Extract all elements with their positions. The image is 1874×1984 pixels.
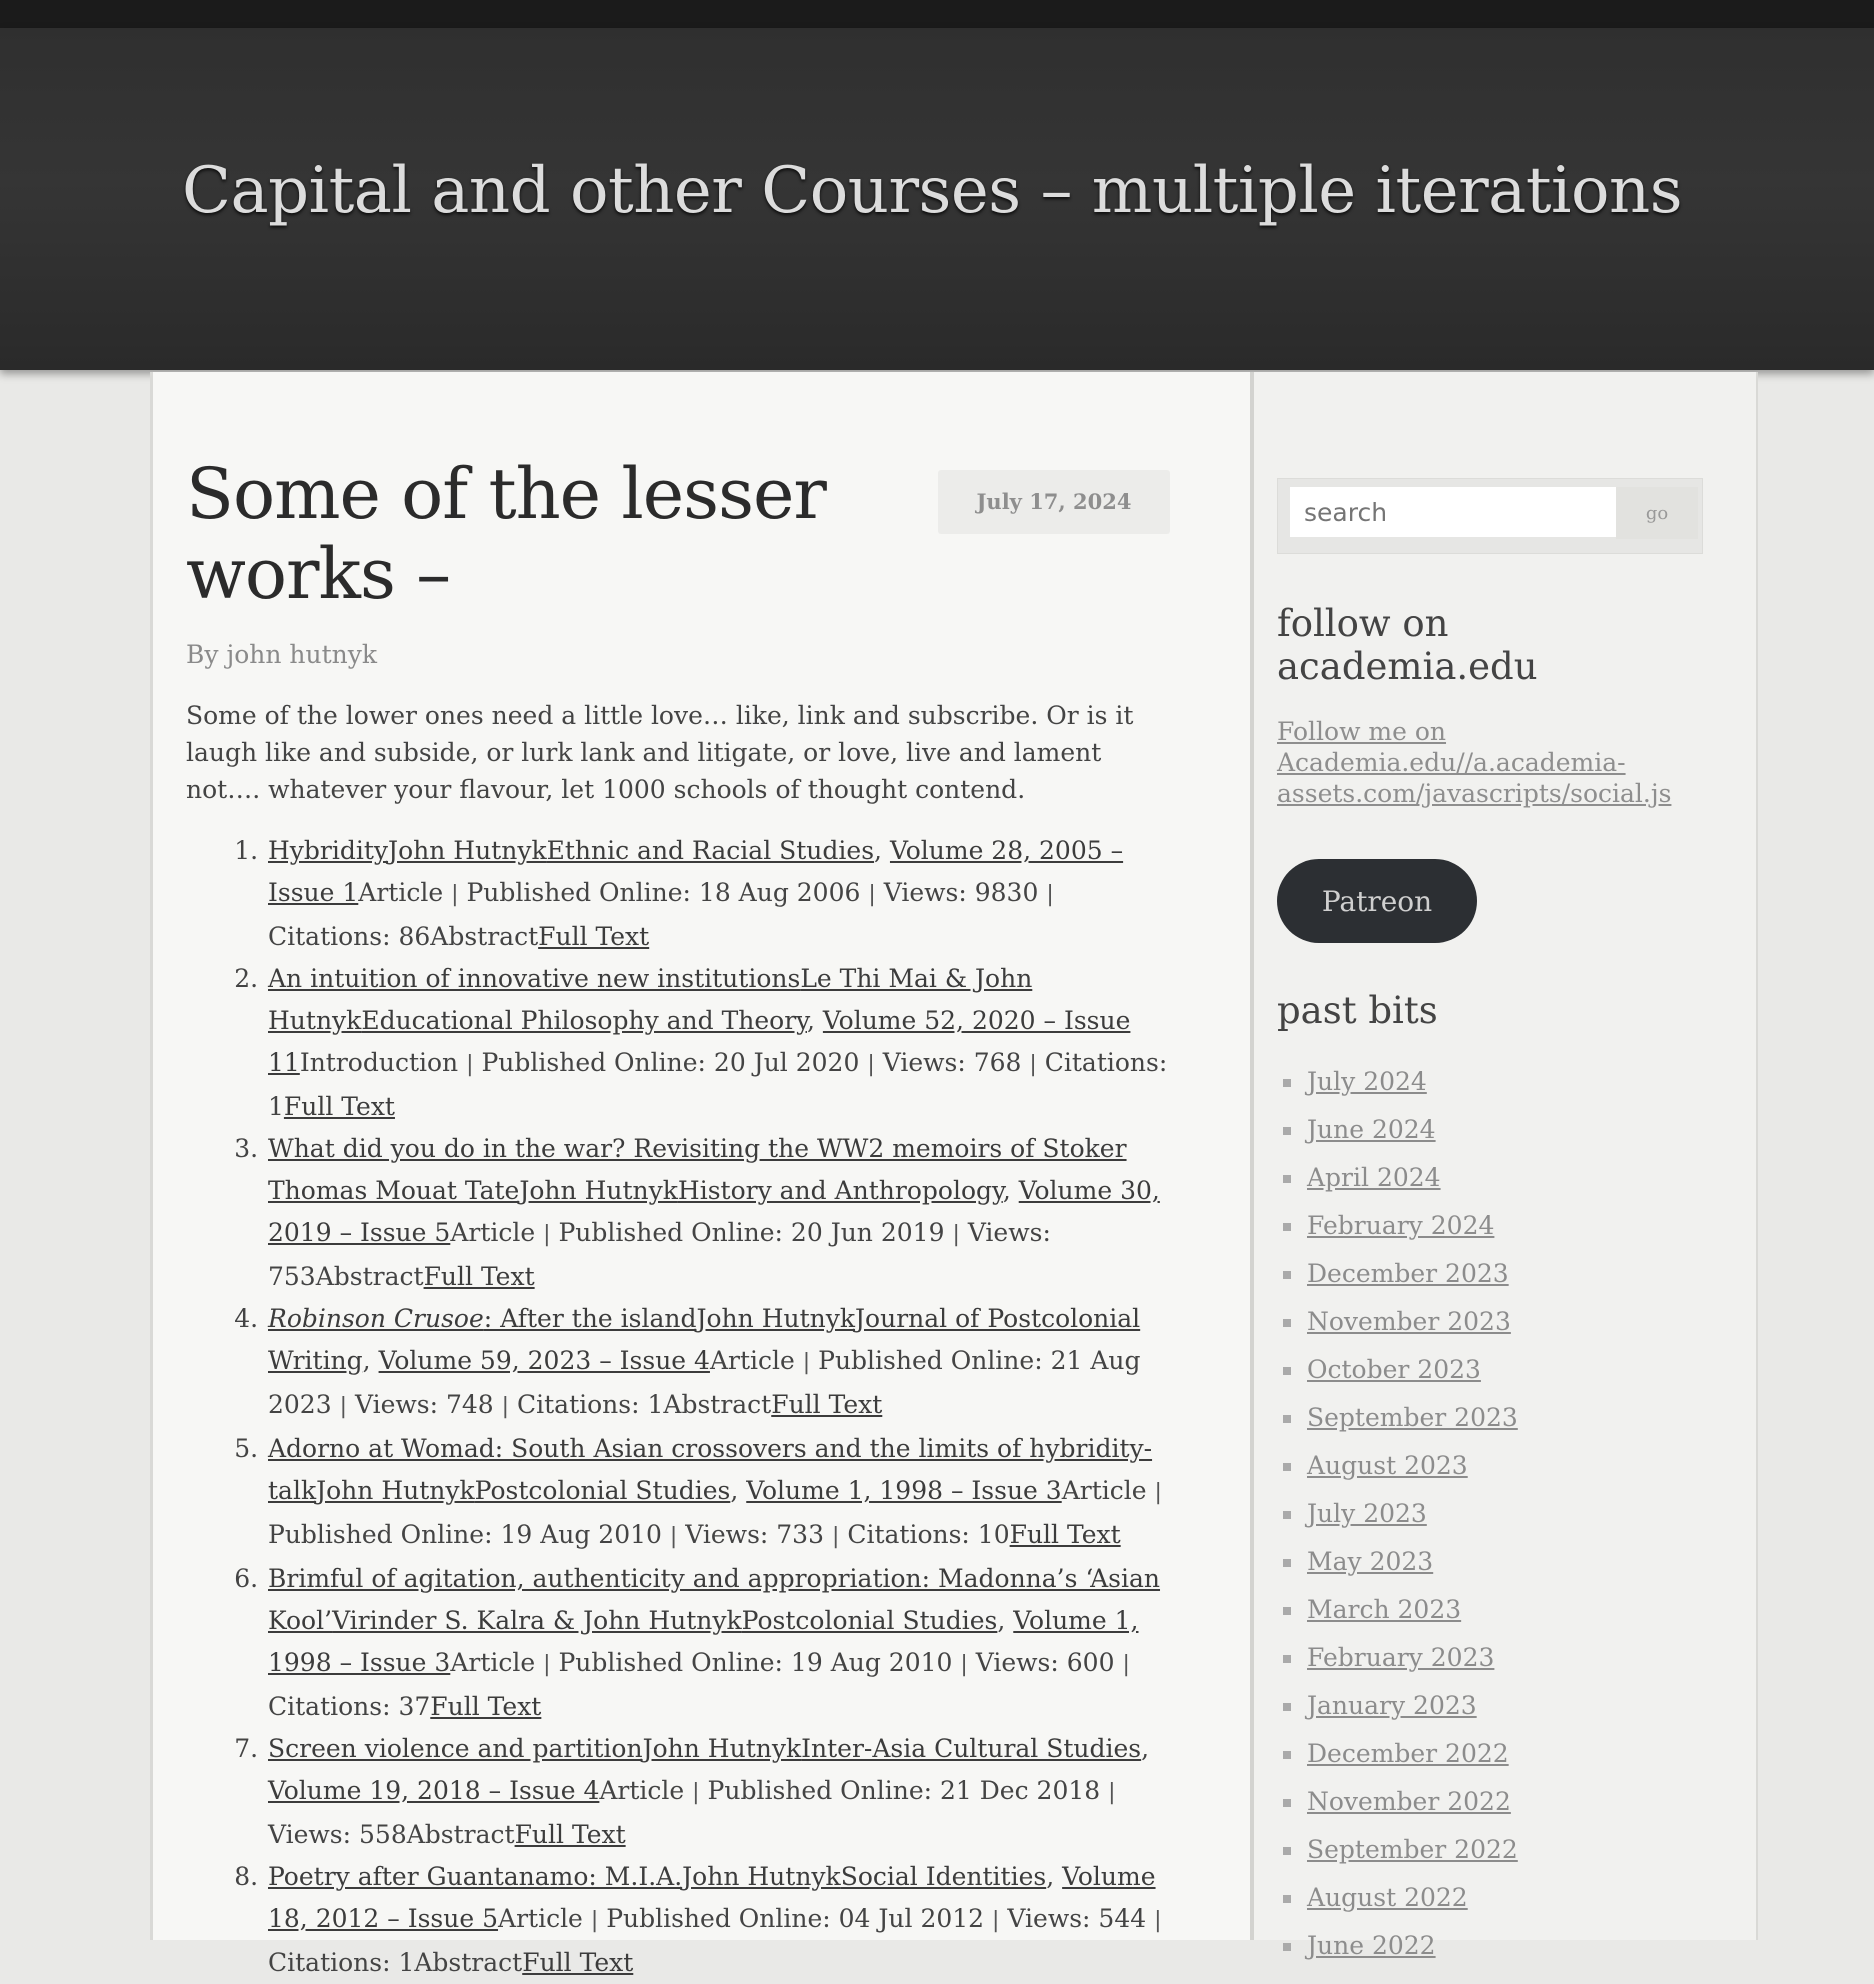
work-volume-link[interactable]: Volume 28, 2005 – Issue 1 — [268, 836, 1124, 907]
separator: | — [1154, 1480, 1162, 1505]
work-journal-link[interactable]: History and Anthropology — [677, 1176, 1003, 1205]
work-published: Published Online: 18 Aug 2006 — [466, 878, 861, 907]
post-title: Some of the lesser works – — [186, 453, 826, 615]
work-abstract[interactable]: Abstract — [406, 1820, 515, 1849]
work-views: Views: 733 — [685, 1520, 824, 1549]
work-journal-link[interactable]: Postcolonial Studies — [474, 1476, 731, 1505]
archive-item — [1277, 1586, 1717, 1634]
archive-item — [1277, 1202, 1717, 1250]
search-form — [1277, 478, 1703, 554]
work-title-link[interactable]: Poetry after Guantanamo: M.I.A. — [268, 1862, 683, 1891]
archive-link[interactable]: September 2022 — [1307, 1835, 1518, 1864]
archive-link[interactable]: September 2023 — [1307, 1403, 1518, 1432]
work-item: 8. Poetry after Guantanamo: M.I.A.John HutnykSocial Identities, Volume 18, 2012 – Issue 5Article | Published Online: 04 Jul 2012 | Views: 544 | Citations: 1AbstractFull Text — [266, 1856, 1172, 1984]
archive-item — [1277, 1442, 1717, 1490]
archive-link[interactable]: June 2024 — [1307, 1115, 1436, 1144]
search-input[interactable] — [1290, 487, 1638, 537]
archive-link[interactable]: December 2022 — [1307, 1739, 1509, 1768]
work-citations: Citations: 10 — [847, 1520, 1010, 1549]
work-views: Views: 748 — [354, 1390, 494, 1419]
work-journal-link[interactable]: Postcolonial Studies — [741, 1606, 998, 1635]
work-title-link[interactable]: What did you do in the war? Revisiting the WW2 memoirs of Stoker Thomas Mouat Tate — [268, 1134, 1127, 1205]
archive-item — [1277, 1106, 1717, 1154]
work-published: Published Online: 21 Dec 2018 — [707, 1776, 1101, 1805]
archive-link[interactable]: November 2023 — [1307, 1307, 1511, 1336]
separator: | — [339, 1394, 347, 1419]
work-fulltext-link[interactable]: Full Text — [1009, 1520, 1121, 1549]
work-title-link[interactable]: Adorno at Womad: South Asian crossovers and the limits of hybridity-talk — [268, 1434, 1153, 1505]
work-authors-link[interactable]: John Hutnyk — [519, 1176, 678, 1205]
work-item: 2. An intuition of innovative new institutionsLe Thi Mai & John HutnykEducational Philosophy and Theory, Volume 52, 2020 – Issue 11Introduction | Published Online: 20 Jul 2020 | Views: 768 | Citations: 1Full Text — [266, 958, 1172, 1128]
separator: | — [1029, 1052, 1037, 1077]
separator: | — [466, 1052, 474, 1077]
archive-link[interactable]: July 2024 — [1307, 1067, 1427, 1096]
post — [186, 454, 1172, 1984]
academia-link[interactable]: Follow me on Academia.edu//a.academia-assets.com/javascripts/social.js — [1277, 717, 1672, 808]
archive-link[interactable]: June 2022 — [1307, 1931, 1436, 1960]
work-volume-link[interactable]: Volume 1, 1998 – Issue 3 — [268, 1606, 1139, 1677]
separator: | — [867, 1052, 875, 1077]
archive-link[interactable]: October 2023 — [1307, 1355, 1481, 1384]
work-published: Published Online: 19 Aug 2010 — [558, 1648, 953, 1677]
archive-link[interactable]: August 2022 — [1307, 1883, 1468, 1912]
patreon-button[interactable]: Patreon — [1277, 859, 1477, 943]
archive-list — [1277, 1058, 1717, 1970]
archive-link[interactable]: February 2024 — [1307, 1211, 1495, 1240]
archive-link[interactable]: May 2023 — [1307, 1547, 1434, 1576]
work-abstract[interactable]: Abstract — [315, 1262, 424, 1291]
work-volume-link[interactable]: Volume 1, 1998 – Issue 3 — [746, 1476, 1062, 1505]
separator: | — [1046, 882, 1054, 907]
separator: | — [501, 1394, 510, 1419]
work-type: Article — [498, 1904, 583, 1933]
archive-item — [1277, 1778, 1717, 1826]
work-volume-link[interactable]: Volume 18, 2012 – Issue 5 — [268, 1862, 1156, 1933]
work-journal-link[interactable]: Inter-Asia Cultural Studies — [801, 1734, 1142, 1763]
work-title-link[interactable]: Screen violence and partition — [268, 1734, 643, 1763]
work-authors-link[interactable]: John Hutnyk — [682, 1862, 841, 1891]
work-abstract[interactable]: Abstract — [414, 1948, 523, 1977]
archive-item — [1277, 1490, 1717, 1538]
sidebar — [1277, 478, 1717, 1970]
work-citations: Citations: 86 — [268, 922, 431, 951]
work-views: Views: 558 — [268, 1820, 407, 1849]
separator: | — [1108, 1780, 1116, 1805]
work-published: Published Online: 20 Jun 2019 — [558, 1218, 945, 1247]
site-header — [0, 28, 1874, 370]
archive-item — [1277, 1730, 1717, 1778]
archive-item — [1277, 1058, 1717, 1106]
work-views: Views: 600 — [975, 1648, 1115, 1677]
work-item: 1. HybridityJohn HutnykEthnic and Racial Studies, Volume 28, 2005 – Issue 1Article | Published Online: 18 Aug 2006 | Views: 9830 | Citations: 86AbstractFull Text — [266, 830, 1172, 958]
archive-link[interactable]: December 2023 — [1307, 1259, 1509, 1288]
separator: | — [669, 1524, 678, 1549]
work-item: 6. Brimful of agitation, authenticity and appropriation: Madonna’s ‘Asian Kool’Virinder S. Kalra & John HutnykPostcolonial Studies, Volume 1, 1998 – Issue 3Article | Published Online: 19 Aug 2010 | Views: 600 | Citations: 37Full Text — [266, 1558, 1172, 1728]
separator: | — [992, 1908, 1000, 1933]
work-views: Views: 544 — [1007, 1904, 1147, 1933]
work-authors-link[interactable]: Le Thi Mai & John Hutnyk — [268, 964, 1033, 1035]
archive-item — [1277, 1346, 1717, 1394]
separator: | — [1122, 1652, 1130, 1677]
separator: | — [590, 1908, 599, 1933]
archive-item — [1277, 1634, 1717, 1682]
work-views: Views: 768 — [882, 1048, 1022, 1077]
work-volume-link[interactable]: Volume 19, 2018 – Issue 4 — [268, 1776, 600, 1805]
work-volume-link[interactable]: Volume 59, 2023 – Issue 4 — [378, 1346, 710, 1375]
archive-item — [1277, 1298, 1717, 1346]
work-type: Article — [709, 1346, 795, 1375]
work-published: Published Online: 04 Jul 2012 — [606, 1904, 985, 1933]
work-title-link[interactable]: An intuition of innovative new institutions — [268, 964, 801, 993]
work-published: Published Online: 21 Aug 2023 — [268, 1346, 1141, 1419]
separator: | — [1154, 1908, 1162, 1933]
work-journal-link[interactable]: Social Identities — [840, 1862, 1047, 1891]
work-volume-link[interactable]: Volume 30, 2019 – Issue 5 — [268, 1176, 1160, 1247]
archive-link[interactable]: April 2024 — [1307, 1163, 1441, 1192]
work-authors-link[interactable]: John Hutnyk — [316, 1476, 475, 1505]
search-go-button[interactable]: go — [1616, 487, 1698, 539]
separator: | — [868, 882, 876, 907]
work-fulltext-link[interactable]: Full Text — [771, 1390, 883, 1419]
post-intro: Some of the lower ones need a little love… like, link and subscribe. Or is it laugh like and subside, or lurk lank and litigate, or love, live and lament not…. whatever your flavour, let 1000 schools of thought contend. — [186, 701, 1134, 804]
separator: | — [802, 1350, 811, 1375]
archive-link[interactable]: March 2023 — [1307, 1595, 1462, 1624]
work-fulltext-link[interactable]: Full Text — [538, 922, 650, 951]
work-type: Article — [450, 1218, 536, 1247]
work-fulltext-link[interactable]: Full Text — [514, 1820, 626, 1849]
work-type: Article — [1061, 1476, 1147, 1505]
archive-item — [1277, 1874, 1717, 1922]
work-journal-link[interactable]: Journal of Postcolonial Writing — [268, 1304, 1141, 1375]
separator: | — [451, 882, 459, 907]
separator: | — [543, 1652, 551, 1677]
archive-item — [1277, 1250, 1717, 1298]
work-authors-link[interactable]: John Hutnyk — [642, 1734, 802, 1763]
work-authors-link[interactable]: John Hutnyk — [696, 1304, 856, 1333]
work-fulltext-link[interactable]: Full Text — [423, 1262, 535, 1291]
work-journal-link[interactable]: Educational Philosophy and Theory — [361, 1006, 807, 1035]
work-fulltext-link[interactable]: Full Text — [283, 1092, 395, 1121]
archive-link[interactable]: July 2023 — [1307, 1499, 1427, 1528]
academia-heading: follow on academia.edu — [1277, 602, 1538, 688]
archive-item — [1277, 1154, 1717, 1202]
work-item: 4. Robinson Crusoe: After the islandJohn HutnykJournal of Postcolonial Writing, Volume 59, 2023 – Issue 4Article | Published Online: 21 Aug 2023 | Views: 748 | Citations: 1AbstractFull Text — [266, 1298, 1172, 1428]
work-type: Article — [450, 1648, 536, 1677]
work-citations: Citations: 37 — [268, 1692, 431, 1721]
work-title-link[interactable]: Hybridity — [268, 836, 389, 865]
work-published: Published Online: 20 Jul 2020 — [481, 1048, 860, 1077]
work-type: Article — [599, 1776, 685, 1805]
top-bar — [0, 0, 1874, 28]
archive-link[interactable]: January 2023 — [1307, 1691, 1477, 1720]
archive-link[interactable]: November 2022 — [1307, 1787, 1511, 1816]
work-item: 5. Adorno at Womad: South Asian crossovers and the limits of hybridity-talkJohn HutnykPostcolonial Studies, Volume 1, 1998 – Issue 3Article | Published Online: 19 Aug 2010 | Views: 733 | Citations: 10Full Text — [266, 1428, 1172, 1558]
separator: | — [543, 1222, 551, 1247]
work-citations: Citations: 1 — [268, 1048, 1168, 1121]
work-type: Article — [358, 878, 444, 907]
archive-item — [1277, 1538, 1717, 1586]
work-journal-link[interactable]: Ethnic and Racial Studies — [546, 836, 875, 865]
work-title-link[interactable]: Brimful of agitation, authenticity and appropriation: Madonna’s ‘Asian Kool’ — [268, 1564, 1161, 1635]
archive-link[interactable]: February 2023 — [1307, 1643, 1495, 1672]
work-views: Views: 9830 — [883, 878, 1039, 907]
work-item: 3. What did you do in the war? Revisiting the WW2 memoirs of Stoker Thomas Mouat TateJohn HutnykHistory and Anthropology, Volume 30, 2019 – Issue 5Article | Published Online: 20 Jun 2019 | Views: 753AbstractFull Text — [266, 1128, 1172, 1298]
site-title[interactable]: Capital and other Courses – multiple iterations — [182, 154, 1683, 228]
post-date: July 17, 2024 — [938, 470, 1170, 534]
work-fulltext-link[interactable]: Full Text — [522, 1948, 634, 1977]
work-views: Views: 753 — [268, 1218, 1051, 1291]
separator: | — [692, 1780, 700, 1805]
archive-item — [1277, 1394, 1717, 1442]
work-authors-link[interactable]: John Hutnyk — [388, 836, 547, 865]
work-fulltext-link[interactable]: Full Text — [430, 1692, 542, 1721]
work-authors-link[interactable]: Virinder S. Kalra & John Hutnyk — [332, 1606, 742, 1635]
work-type: Introduction — [299, 1048, 459, 1077]
work-volume-link[interactable]: Volume 52, 2020 – Issue 11 — [268, 1006, 1131, 1077]
post-byline: By john hutnyk — [186, 640, 378, 669]
archive-heading: past bits — [1277, 989, 1438, 1032]
separator: | — [952, 1222, 960, 1247]
work-citations: Citations: 1 — [268, 1948, 415, 1977]
archive-item — [1277, 1826, 1717, 1874]
archive-item — [1277, 1682, 1717, 1730]
work-item: 7. Screen violence and partitionJohn HutnykInter-Asia Cultural Studies, Volume 19, 2018 – Issue 4Article | Published Online: 21 Dec 2018 | Views: 558AbstractFull Text — [266, 1728, 1172, 1856]
work-published: Published Online: 19 Aug 2010 — [268, 1520, 662, 1549]
work-abstract[interactable]: Abstract — [430, 922, 539, 951]
work-abstract[interactable]: Abstract — [663, 1390, 772, 1419]
work-title-link[interactable]: Robinson Crusoe: After the island — [268, 1304, 697, 1333]
archive-item — [1277, 1922, 1717, 1970]
separator: | — [960, 1652, 968, 1677]
works-list — [186, 830, 1172, 1984]
work-citations: Citations: 1 — [517, 1390, 664, 1419]
archive-link[interactable]: August 2023 — [1307, 1451, 1468, 1480]
separator: | — [831, 1524, 840, 1549]
